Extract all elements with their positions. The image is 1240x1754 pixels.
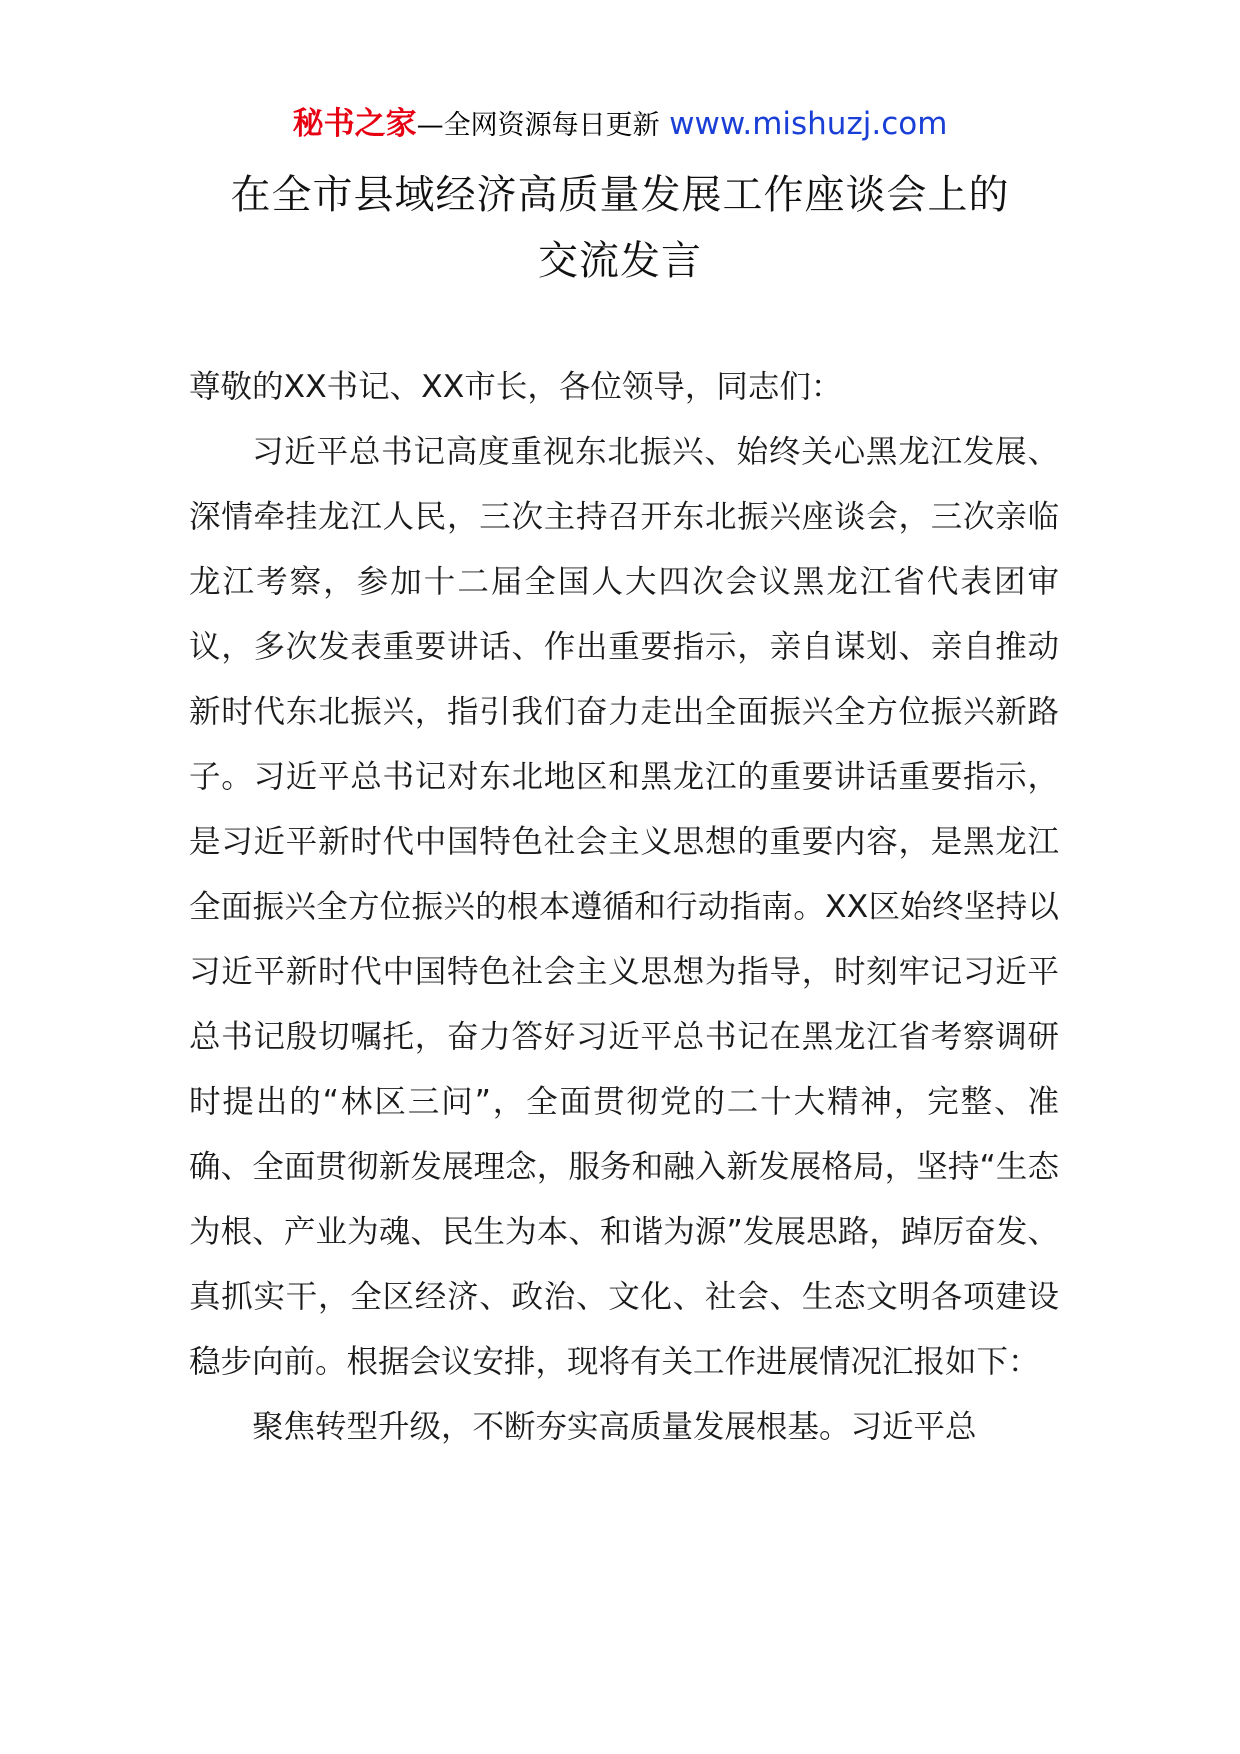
paragraph-1: 习近平总书记高度重视东北振兴、始终关心黑龙江发展、深情牵挂龙江人民，三次主持召开东北振兴座谈会，三次亲临龙江考察，参加十二届全国人大四次会议黑龙江省代表团审议，多次发表重要讲话、作出重要指示，亲自谋划、亲自推动新时代东北振兴，指引我们奋力走出全面振兴全方位振兴新路子。习近平总书记对东北地区和黑龙江的重要讲话重要指示，是习近平新时代中国特色社会主义思想的重要内容，是黑龙江全面振兴全方位振兴的根本遵循和行动指南。XX区始终坚持以习近平新时代中国特色社会主义思想为指导，时刻牢记习近平总书记殷切嘱托，奋力答好习近平总书记在黑龙江省考察调研时提出的“林区三问”，全面贯彻党的二十大精神，完整、准确、全面贯彻新发展理念，服务和融入新发展格局，坚持“生态为根、产业为魂、民生为本、和谐为源”发展思路，踔厉奋发、真抓实干，全区经济、政治、文化、社会、生态文明各项建设稳步向前。根据会议安排，现将有关工作进展情况汇报如下： (189, 434, 1059, 1380)
site-header (0, 102, 1240, 148)
document-body (189, 355, 1059, 1460)
salutation: 尊敬的XX书记、XX市长，各位领导，同志们： (189, 369, 843, 405)
brand-name: 秘书之家 (292, 106, 417, 142)
paragraph-2: 聚焦转型升级，不断夯实高质量发展根基。习近平总 (252, 1409, 977, 1445)
title-line-1: 在全市县域经济高质量发展工作座谈会上的 (230, 172, 1010, 218)
title-line-2: 交流发言 (538, 238, 702, 284)
header-tagline: —全网资源每日更新 (416, 110, 660, 141)
document-title (0, 162, 1240, 294)
site-url-link[interactable]: www.mishuzj.com (669, 106, 948, 142)
